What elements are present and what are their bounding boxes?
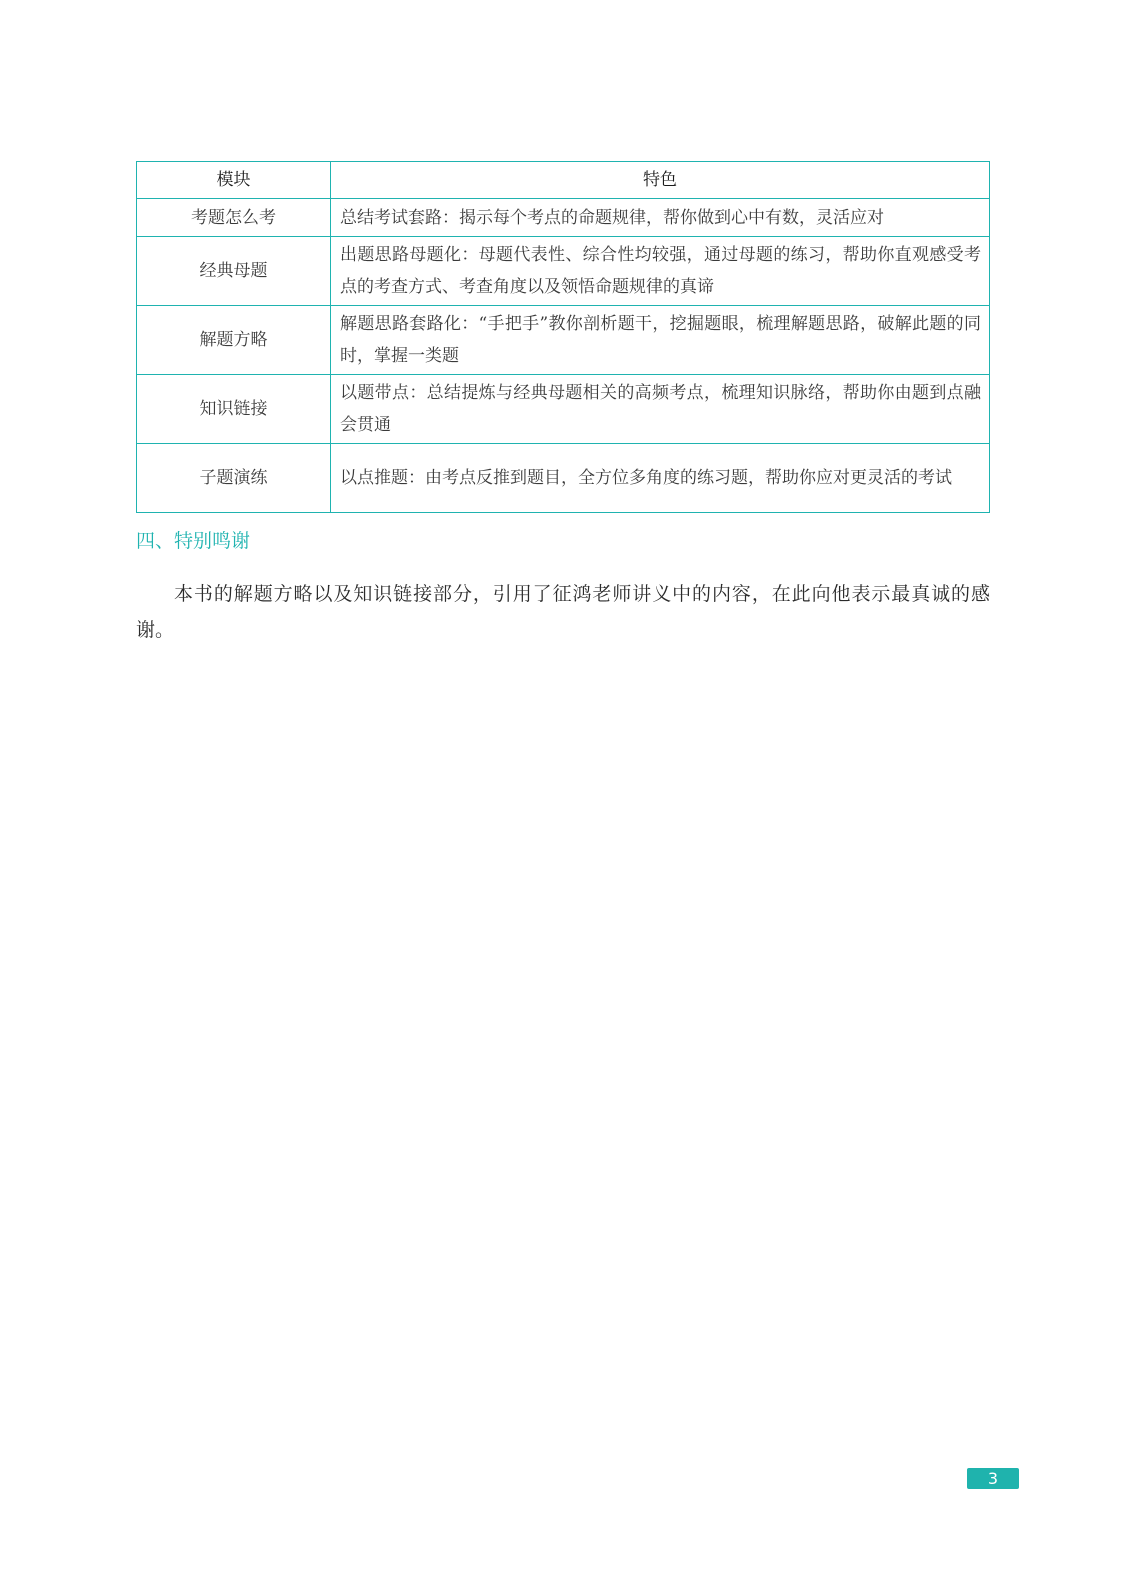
module-cell: 知识链接 xyxy=(137,375,331,444)
feature-cell: 出题思路母题化：母题代表性、综合性均较强，通过母题的练习，帮助你直观感受考点的考查方式、考查角度以及领悟命题规律的真谛 xyxy=(331,237,990,306)
column-header-module: 模块 xyxy=(137,162,331,199)
feature-cell: 以题带点：总结提炼与经典母题相关的高频考点，梳理知识脉络，帮助你由题到点融会贯通 xyxy=(331,375,990,444)
table-row xyxy=(137,237,990,306)
table-row xyxy=(137,306,990,375)
feature-cell: 总结考试套路：揭示每个考点的命题规律，帮你做到心中有数，灵活应对 xyxy=(331,199,990,237)
module-cell: 经典母题 xyxy=(137,237,331,306)
section-heading-acknowledgements: 四、特别鸣谢 xyxy=(136,530,251,552)
table-header-row xyxy=(137,162,990,199)
module-cell: 解题方略 xyxy=(137,306,331,375)
feature-cell: 以点推题：由考点反推到题目，全方位多角度的练习题，帮助你应对更灵活的考试 xyxy=(331,444,990,513)
table-row xyxy=(137,199,990,237)
module-cell: 子题演练 xyxy=(137,444,331,513)
module-cell: 考题怎么考 xyxy=(137,199,331,237)
acknowledgement-paragraph: 本书的解题方略以及知识链接部分，引用了征鸿老师讲义中的内容，在此向他表示最真诚的感谢。 xyxy=(136,583,990,641)
column-header-feature: 特色 xyxy=(331,162,990,199)
module-feature-table xyxy=(136,161,990,513)
page-number-badge: 3 xyxy=(967,1468,1019,1489)
table-row xyxy=(137,375,990,444)
table-row xyxy=(137,444,990,513)
feature-cell: 解题思路套路化：“手把手”教你剖析题干，挖掘题眼，梳理解题思路，破解此题的同时，掌握一类题 xyxy=(331,306,990,375)
